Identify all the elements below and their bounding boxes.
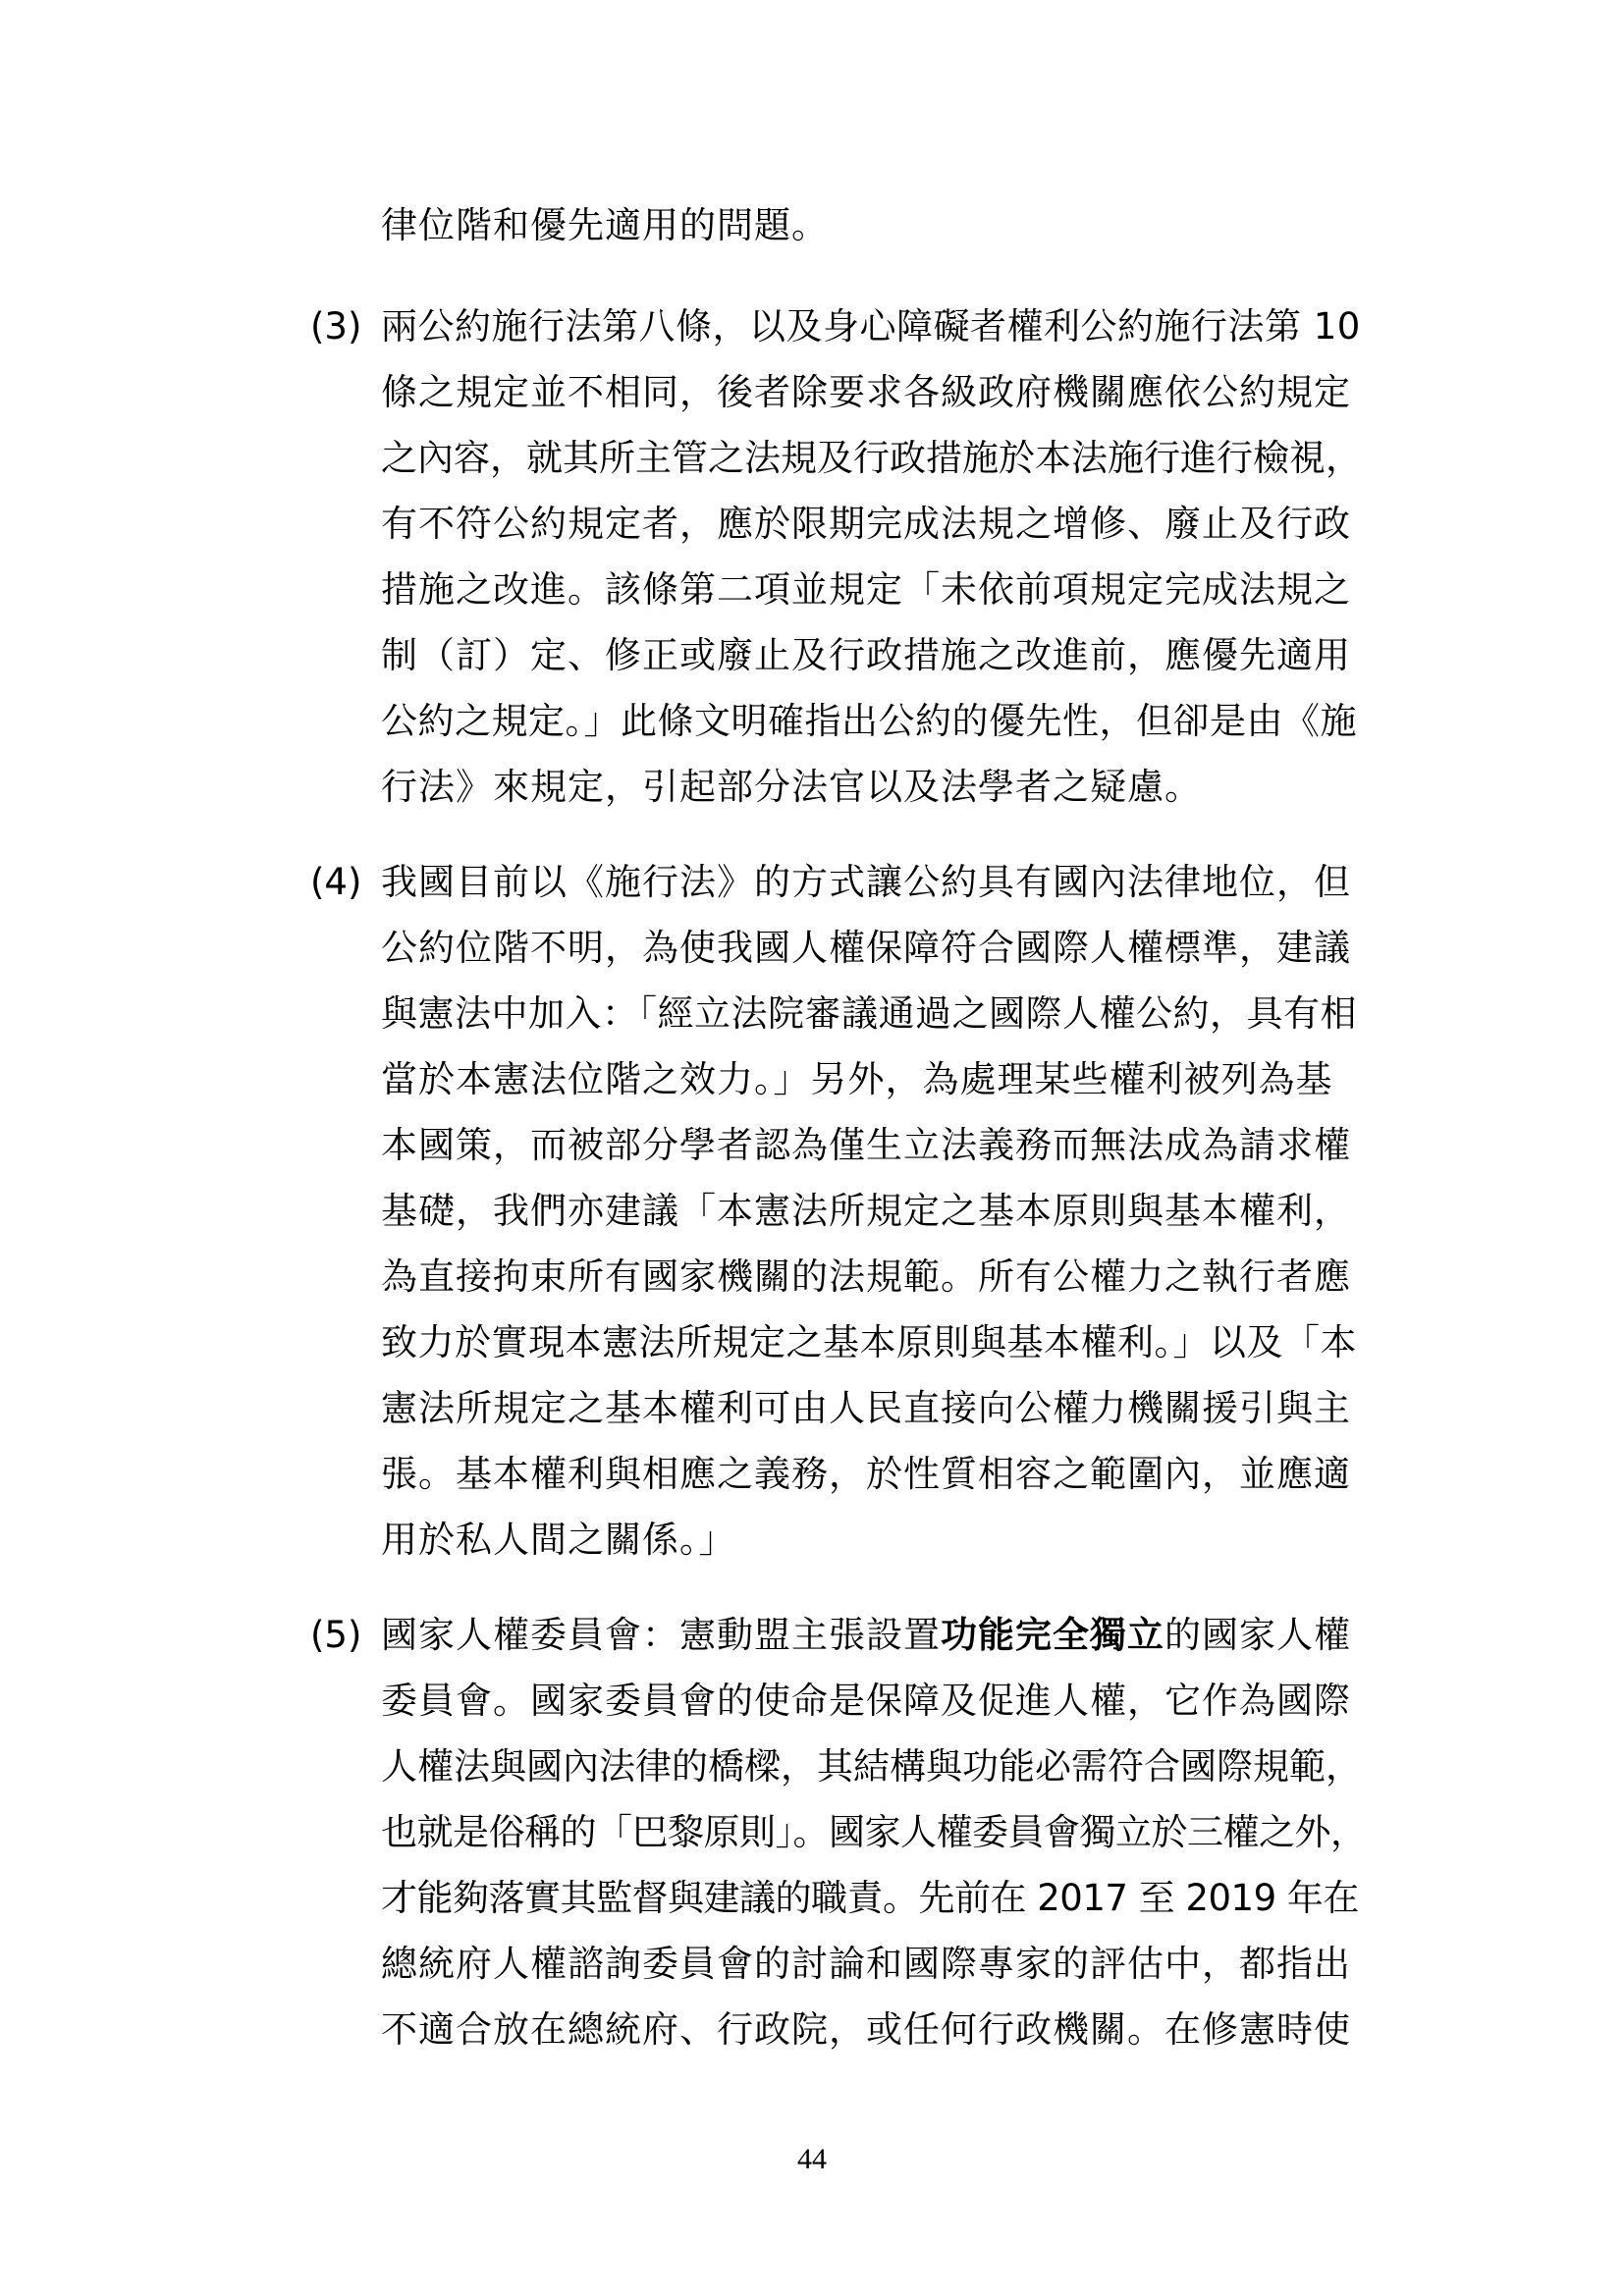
- paragraph-line: 行法》來規定，引起部分法官以及法學者之疑慮。: [381, 766, 1202, 808]
- paragraph-line: 憲法所規定之基本權利可由人民直接向公權力機關援引與主: [381, 1387, 1351, 1429]
- item-number: (3): [310, 305, 362, 347]
- paragraph-line: 公約之規定。」此條文明確指出公約的優先性，但卻是由《施: [381, 700, 1357, 742]
- paragraph-line: 條之規定並不相同，後者除要求各級政府機關應依公約規定: [381, 371, 1351, 413]
- paragraph-line: 制（訂）定、修正或廢止及行政措施之改進前，應優先適用: [381, 634, 1351, 676]
- item-number: (4): [310, 861, 362, 903]
- item-number: (5): [310, 1614, 362, 1656]
- paragraph-line: 也就是俗稱的「巴黎原則」。國家人權委員會獨立於三權之外，: [381, 1811, 1367, 1853]
- text-segment: 國家人權委員會：憲動盟主張設置: [381, 1614, 941, 1656]
- paragraph-line: 不適合放在總統府、行政院，或任何行政機關。在修憲時使: [381, 2008, 1351, 2051]
- paragraph-line: 公約位階不明，為使我國人權保障符合國際人權標準，建議: [381, 927, 1351, 969]
- paragraph-line: 當於本憲法位階之效力。」另外，為處理某些權利被列為基: [381, 1058, 1333, 1100]
- paragraph-line: 委員會。國家委員會的使命是保障及促進人權，它作為國際: [381, 1680, 1351, 1722]
- paragraph-line: 為直接拘束所有國家機關的法規範。所有公權力之執行者應: [381, 1255, 1351, 1298]
- paragraph-line: 措施之改進。該條第二項並規定「未依前項規定完成法規之: [381, 568, 1351, 611]
- paragraph-line: 兩公約施行法第八條，以及身心障礙者權利公約施行法第 10: [381, 305, 1361, 347]
- paragraph-line: 用於私人間之關係。」: [381, 1519, 736, 1561]
- paragraph-line: 律位階和優先適用的問題。: [381, 204, 829, 246]
- paragraph-line: 才能夠落實其監督與建議的職責。先前在 2017 至 2019 年在: [381, 1877, 1359, 1919]
- paragraph-line: 總統府人權諮詢委員會的討論和國際專家的評估中，都指出: [381, 1943, 1351, 1985]
- paragraph-line-with-emphasis: [381, 1612, 1351, 1659]
- paragraph-line: 之內容，就其所主管之法規及行政措施於本法施行進行檢視，: [381, 437, 1362, 479]
- paragraph-line: 基礎，我們亦建議「本憲法所規定之基本原則與基本權利，: [381, 1190, 1351, 1232]
- paragraph-line: 人權法與國內法律的橋樑，其結構與功能必需符合國際規範，: [381, 1745, 1362, 1788]
- page-number: 44: [797, 2143, 827, 2175]
- text-segment: 的國家人權: [1164, 1614, 1351, 1656]
- paragraph-line: 與憲法中加入：「經立法院審議通過之國際人權公約，具有相: [381, 992, 1357, 1035]
- paragraph-line: 本國策，而被部分學者認為僅生立法義務而無法成為請求權: [381, 1124, 1351, 1166]
- paragraph-line: 我國目前以《施行法》的方式讓公約具有國內法律地位，但: [381, 861, 1351, 903]
- paragraph-line: 致力於實現本憲法所規定之基本原則與基本權利。」以及「本: [381, 1321, 1357, 1363]
- bold-emphasis: 功能完全獨立: [941, 1614, 1164, 1656]
- paragraph-line: 有不符公約規定者，應於限期完成法規之增修、廢止及行政: [381, 503, 1351, 545]
- paragraph-line: 張。基本權利與相應之義務，於性質相容之範圍內，並應適: [381, 1453, 1351, 1495]
